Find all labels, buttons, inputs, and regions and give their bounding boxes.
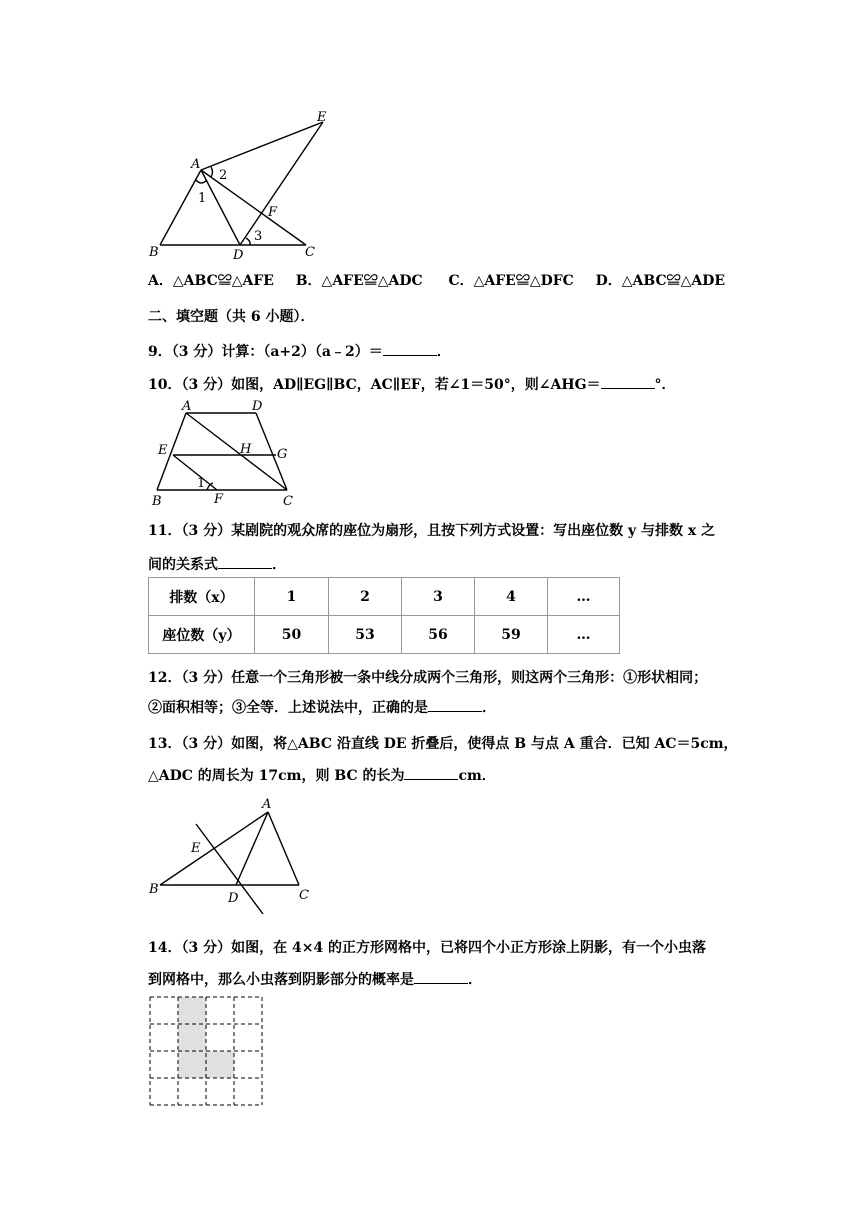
question-12-line2: [148, 697, 496, 717]
table-cell: …: [548, 578, 620, 616]
q10-answer-blank[interactable]: [601, 387, 655, 389]
q11-text: （3 分）某剧院的观众席的座位为扇形，且按下列方式设置：写出座位数 y 与排数 x 之: [181, 523, 716, 539]
q14-answer-blank[interactable]: [414, 982, 468, 984]
q13-text-2: △ADC 的周长为 17cm，则 BC 的长为: [148, 768, 405, 784]
fig10-label-D: D: [252, 399, 263, 414]
table-cell: 50: [255, 616, 329, 654]
fig1-label-C: C: [305, 245, 315, 260]
table-cell: 56: [402, 616, 475, 654]
fig10-label-C: C: [283, 494, 293, 509]
q13-answer-blank[interactable]: [404, 778, 458, 780]
fig1-label-D: D: [233, 248, 244, 263]
q14-text-2: 到网格中，那么小虫落到阴影部分的概率是: [148, 972, 414, 988]
q11-answer-blank[interactable]: [218, 567, 272, 569]
q8-option-d: D．△ABC≌△ADE: [595, 273, 726, 289]
q8-options: [148, 270, 725, 290]
q9-end: ．: [436, 344, 451, 360]
fig13-label-B: B: [149, 882, 159, 897]
table-cell: 59: [475, 616, 548, 654]
q10-number: 10．: [148, 377, 182, 393]
question-12-line1: [148, 667, 707, 687]
q14-grid: [148, 995, 264, 1107]
q11-end: ．: [272, 557, 286, 573]
table-cell: 4: [475, 578, 548, 616]
question-13-line2: [148, 765, 496, 785]
question-13-line1: [148, 733, 738, 753]
table-cell: 3: [402, 578, 475, 616]
fig10-label-F: F: [214, 492, 224, 507]
q11-text-2: 间的关系式: [148, 557, 218, 573]
table-cell: …: [548, 616, 620, 654]
fig1-label-1: 1: [198, 191, 207, 206]
shaded-cell: [178, 997, 206, 1024]
fig13-label-D: D: [228, 891, 239, 906]
q13-end: cm．: [458, 768, 496, 784]
q8-option-b: B．△AFE≌△ADC: [295, 273, 423, 289]
q13-figure: [145, 795, 320, 920]
question-11-line1: [148, 520, 715, 540]
q12-text-2: ②面积相等；③全等．上述说法中，正确的是: [148, 700, 428, 716]
q8-option-a: A．△ABC≌△AFE: [148, 273, 274, 289]
fig13-label-E: E: [191, 841, 201, 856]
q11-number: 11．: [148, 523, 182, 539]
q13-number: 13．: [148, 736, 182, 752]
fig1-label-E: E: [317, 110, 327, 125]
fig10-label-B: B: [152, 494, 162, 509]
q12-end: ．: [482, 700, 496, 716]
fig1-label-B: B: [149, 245, 159, 260]
fig10-label-E: E: [158, 443, 168, 458]
table-cell: 1: [255, 578, 329, 616]
q10-figure: [145, 395, 305, 510]
row-header-y: 座位数（y）: [149, 616, 255, 654]
q14-number: 14．: [148, 940, 182, 956]
table-cell: 53: [329, 616, 402, 654]
fig13-label-C: C: [299, 888, 309, 903]
fig1-label-A: A: [191, 157, 201, 172]
q12-number: 12．: [148, 670, 182, 686]
shaded-cell: [178, 1051, 206, 1078]
shaded-cell: [206, 1051, 234, 1078]
question-11-line2: [148, 554, 286, 574]
q14-end: ．: [468, 972, 482, 988]
table-cell: 2: [329, 578, 402, 616]
q11-table: [148, 577, 620, 654]
q12-answer-blank[interactable]: [428, 710, 482, 712]
question-14-line2: [148, 969, 482, 989]
q10-end: °．: [654, 377, 676, 393]
q8-figure: [140, 105, 360, 265]
table-row: [149, 616, 620, 654]
fig1-label-2: 2: [219, 168, 228, 183]
q12-text: （3 分）任意一个三角形被一条中线分成两个三角形，则这两个三角形：①形状相同；: [181, 670, 708, 686]
q10-text: （3 分）如图，AD∥EG∥BC，AC∥EF，若∠1＝50°，则∠AHG＝: [181, 377, 601, 393]
q13-text: （3 分）如图，将△ABC 沿直线 DE 折叠后，使得点 B 与点 A 重合．已知 AC＝5cm，: [181, 736, 738, 752]
q9-answer-blank[interactable]: [383, 354, 437, 356]
table-row: [149, 578, 620, 616]
shaded-cell: [178, 1024, 206, 1051]
fig10-label-G: G: [277, 447, 288, 462]
q9-number: 9．: [148, 344, 172, 360]
q8-option-c: C．△AFE≌△DFC: [448, 273, 574, 289]
fig10-label-H: H: [240, 442, 252, 457]
fig1-label-3: 3: [254, 229, 263, 244]
fig13-label-A: A: [262, 797, 272, 812]
fig10-label-A: A: [182, 399, 192, 414]
row-header-x: 排数（x）: [149, 578, 255, 616]
q14-text: （3 分）如图，在 4×4 的正方形网格中，已将四个小正方形涂上阴影，有一个小虫落: [181, 940, 707, 956]
fig10-label-1: 1: [197, 476, 206, 491]
q9-text: （3 分）计算：（a+2）（a﹣2）＝: [171, 344, 383, 360]
question-10: [148, 374, 676, 394]
section-title: 二、填空题（共 6 小题）．: [148, 309, 315, 325]
fig1-label-F: F: [268, 205, 278, 220]
question-9: [148, 341, 451, 361]
question-14-line1: [148, 937, 706, 957]
